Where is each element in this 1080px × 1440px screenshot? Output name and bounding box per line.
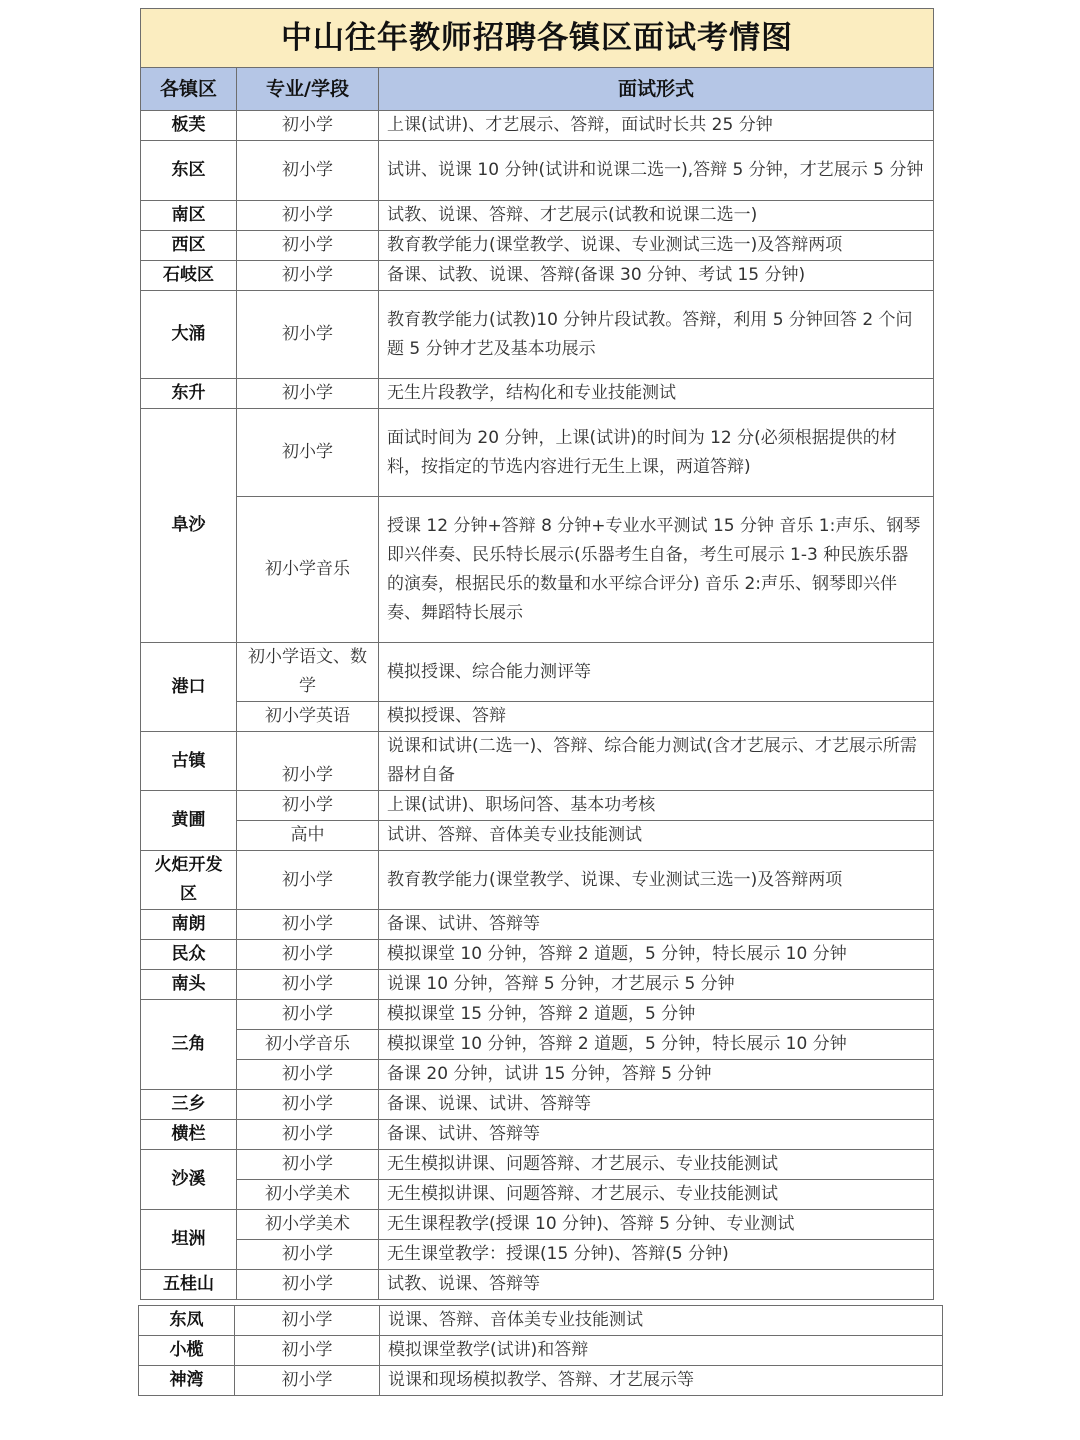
table-row bbox=[141, 1150, 934, 1180]
page-title: 中山往年教师招聘各镇区面试考情图 bbox=[141, 9, 934, 68]
form-cell: 说课和现场模拟教学、答辩、才艺展示等 bbox=[380, 1366, 943, 1396]
town-cell: 民众 bbox=[141, 940, 237, 970]
town-cell: 横栏 bbox=[141, 1120, 237, 1150]
table-row bbox=[141, 201, 934, 231]
table-row bbox=[141, 791, 934, 821]
spec-cell: 初小学 bbox=[235, 1366, 380, 1396]
table-row bbox=[141, 732, 934, 791]
form-cell: 无生课程教学(授课 10 分钟)、答辩 5 分钟、专业测试 bbox=[379, 1210, 934, 1240]
form-cell: 模拟课堂 10 分钟，答辩 2 道题，5 分钟，特长展示 10 分钟 bbox=[379, 940, 934, 970]
form-cell: 授课 12 分钟+答辩 8 分钟+专业水平测试 15 分钟 音乐 1:声乐、钢琴即兴伴奏、民乐特长展示(乐器考生自备，考生可展示 1-3 种民族乐器的演奏，根据民乐的数量和水平综合评分) 音乐 2:声乐、钢琴即兴伴奏、舞蹈特长展示 bbox=[379, 497, 934, 643]
form-cell: 备课 20 分钟，试讲 15 分钟，答辩 5 分钟 bbox=[379, 1060, 934, 1090]
town-cell: 小榄 bbox=[139, 1336, 235, 1366]
title-row bbox=[141, 9, 934, 68]
town-cell: 西区 bbox=[141, 231, 237, 261]
table-row bbox=[141, 1060, 934, 1090]
form-cell: 上课(试讲)、才艺展示、答辩，面试时长共 25 分钟 bbox=[379, 111, 934, 141]
spec-cell: 初小学 bbox=[235, 1336, 380, 1366]
table-row bbox=[139, 1336, 943, 1366]
table-row bbox=[141, 1240, 934, 1270]
table-row bbox=[141, 231, 934, 261]
interview-table bbox=[140, 8, 934, 1300]
table-row bbox=[141, 643, 934, 702]
town-cell: 五桂山 bbox=[141, 1270, 237, 1300]
spec-cell: 初小学语文、数学 bbox=[237, 643, 379, 702]
supplement-table bbox=[138, 1305, 943, 1396]
form-cell: 说课和试讲(二选一)、答辩、综合能力测试(含才艺展示、才艺展示所需器材自备 bbox=[379, 732, 934, 791]
spec-cell: 初小学英语 bbox=[237, 702, 379, 732]
form-cell: 试讲、答辩、音体美专业技能测试 bbox=[379, 821, 934, 851]
spec-cell: 初小学 bbox=[237, 1000, 379, 1030]
spec-cell: 初小学 bbox=[237, 1120, 379, 1150]
form-cell: 无生模拟讲课、问题答辩、才艺展示、专业技能测试 bbox=[379, 1180, 934, 1210]
spec-cell: 初小学 bbox=[237, 291, 379, 379]
form-cell: 备课、试讲、答辩等 bbox=[379, 910, 934, 940]
table-row bbox=[141, 940, 934, 970]
header-row bbox=[141, 68, 934, 111]
town-cell: 阜沙 bbox=[141, 409, 237, 643]
town-cell: 古镇 bbox=[141, 732, 237, 791]
form-cell: 模拟授课、答辩 bbox=[379, 702, 934, 732]
spec-cell: 初小学 bbox=[237, 1060, 379, 1090]
form-cell: 教育教学能力(试教)10 分钟片段试教。答辩，利用 5 分钟回答 2 个问题 5 分钟才艺及基本功展示 bbox=[379, 291, 934, 379]
table-row bbox=[141, 910, 934, 940]
header-spec: 专业/学段 bbox=[237, 68, 379, 111]
spec-cell: 初小学 bbox=[237, 1240, 379, 1270]
spec-cell: 初小学 bbox=[237, 1090, 379, 1120]
form-cell: 模拟课堂 15 分钟，答辩 2 道题，5 分钟 bbox=[379, 1000, 934, 1030]
table-row bbox=[141, 1180, 934, 1210]
form-cell: 模拟课堂 10 分钟，答辩 2 道题，5 分钟，特长展示 10 分钟 bbox=[379, 1030, 934, 1060]
spec-cell: 初小学美术 bbox=[237, 1180, 379, 1210]
form-cell: 上课(试讲)、职场问答、基本功考核 bbox=[379, 791, 934, 821]
header-form: 面试形式 bbox=[379, 68, 934, 111]
spec-cell: 初小学 bbox=[237, 409, 379, 497]
spec-cell: 初小学 bbox=[237, 231, 379, 261]
spec-cell: 初小学音乐 bbox=[237, 1030, 379, 1060]
form-cell: 备课、试讲、答辩等 bbox=[379, 1120, 934, 1150]
table-row bbox=[139, 1366, 943, 1396]
form-cell: 试教、说课、答辩、才艺展示(试教和说课二选一) bbox=[379, 201, 934, 231]
town-cell: 黄圃 bbox=[141, 791, 237, 851]
spec-cell: 初小学 bbox=[237, 851, 379, 910]
table-row bbox=[141, 970, 934, 1000]
header-town: 各镇区 bbox=[141, 68, 237, 111]
town-cell: 石岐区 bbox=[141, 261, 237, 291]
table-row bbox=[141, 141, 934, 201]
town-cell: 沙溪 bbox=[141, 1150, 237, 1210]
form-cell: 说课 10 分钟，答辩 5 分钟，才艺展示 5 分钟 bbox=[379, 970, 934, 1000]
table-row bbox=[141, 261, 934, 291]
form-cell: 说课、答辩、音体美专业技能测试 bbox=[380, 1306, 943, 1336]
form-cell: 教育教学能力(课堂教学、说课、专业测试三选一)及答辩两项 bbox=[379, 231, 934, 261]
spec-cell: 初小学美术 bbox=[237, 1210, 379, 1240]
table-row bbox=[141, 1120, 934, 1150]
table-row bbox=[141, 821, 934, 851]
table-row bbox=[141, 409, 934, 497]
form-cell: 备课、说课、试讲、答辩等 bbox=[379, 1090, 934, 1120]
spec-cell: 高中 bbox=[237, 821, 379, 851]
table-row bbox=[139, 1306, 943, 1336]
spec-cell: 初小学 bbox=[237, 1150, 379, 1180]
spec-cell: 初小学 bbox=[237, 201, 379, 231]
spec-cell: 初小学 bbox=[237, 111, 379, 141]
spec-cell: 初小学 bbox=[235, 1306, 380, 1336]
table-row bbox=[141, 1090, 934, 1120]
table-row bbox=[141, 702, 934, 732]
spec-cell: 初小学 bbox=[237, 261, 379, 291]
town-cell: 板芙 bbox=[141, 111, 237, 141]
table-row bbox=[141, 851, 934, 910]
town-cell: 东凤 bbox=[139, 1306, 235, 1336]
spec-cell: 初小学音乐 bbox=[237, 497, 379, 643]
table-row bbox=[141, 1030, 934, 1060]
form-cell: 无生模拟讲课、问题答辩、才艺展示、专业技能测试 bbox=[379, 1150, 934, 1180]
town-cell: 神湾 bbox=[139, 1366, 235, 1396]
spec-cell: 初小学 bbox=[237, 379, 379, 409]
form-cell: 试教、说课、答辩等 bbox=[379, 1270, 934, 1300]
table-row bbox=[141, 1210, 934, 1240]
table-row bbox=[141, 497, 934, 643]
town-cell: 东升 bbox=[141, 379, 237, 409]
table-row bbox=[141, 291, 934, 379]
form-cell: 模拟授课、综合能力测评等 bbox=[379, 643, 934, 702]
spec-cell: 初小学 bbox=[237, 910, 379, 940]
spec-cell: 初小学 bbox=[237, 970, 379, 1000]
table-row bbox=[141, 1270, 934, 1300]
form-cell: 面试时间为 20 分钟，上课(试讲)的时间为 12 分(必须根据提供的材料，按指定的节选内容进行无生上课，两道答辩) bbox=[379, 409, 934, 497]
spec-cell: 初小学 bbox=[237, 1270, 379, 1300]
form-cell: 教育教学能力(课堂教学、说课、专业测试三选一)及答辩两项 bbox=[379, 851, 934, 910]
form-cell: 无生片段教学，结构化和专业技能测试 bbox=[379, 379, 934, 409]
spec-cell: 初小学 bbox=[237, 141, 379, 201]
town-cell: 港口 bbox=[141, 643, 237, 732]
town-cell: 南区 bbox=[141, 201, 237, 231]
town-cell: 南头 bbox=[141, 970, 237, 1000]
spec-cell: 初小学 bbox=[237, 791, 379, 821]
table-row bbox=[141, 111, 934, 141]
form-cell: 试讲、说课 10 分钟(试讲和说课二选一),答辩 5 分钟，才艺展示 5 分钟 bbox=[379, 141, 934, 201]
form-cell: 无生课堂教学：授课(15 分钟)、答辩(5 分钟) bbox=[379, 1240, 934, 1270]
table-row bbox=[141, 1000, 934, 1030]
town-cell: 三角 bbox=[141, 1000, 237, 1090]
town-cell: 南朗 bbox=[141, 910, 237, 940]
town-cell: 三乡 bbox=[141, 1090, 237, 1120]
form-cell: 模拟课堂教学(试讲)和答辩 bbox=[380, 1336, 943, 1366]
town-cell: 大涌 bbox=[141, 291, 237, 379]
table-row bbox=[141, 379, 934, 409]
form-cell: 备课、试教、说课、答辩(备课 30 分钟、考试 15 分钟) bbox=[379, 261, 934, 291]
town-cell: 火炬开发区 bbox=[141, 851, 237, 910]
town-cell: 坦洲 bbox=[141, 1210, 237, 1270]
town-cell: 东区 bbox=[141, 141, 237, 201]
spec-cell: 初小学 bbox=[237, 732, 379, 791]
spec-cell: 初小学 bbox=[237, 940, 379, 970]
